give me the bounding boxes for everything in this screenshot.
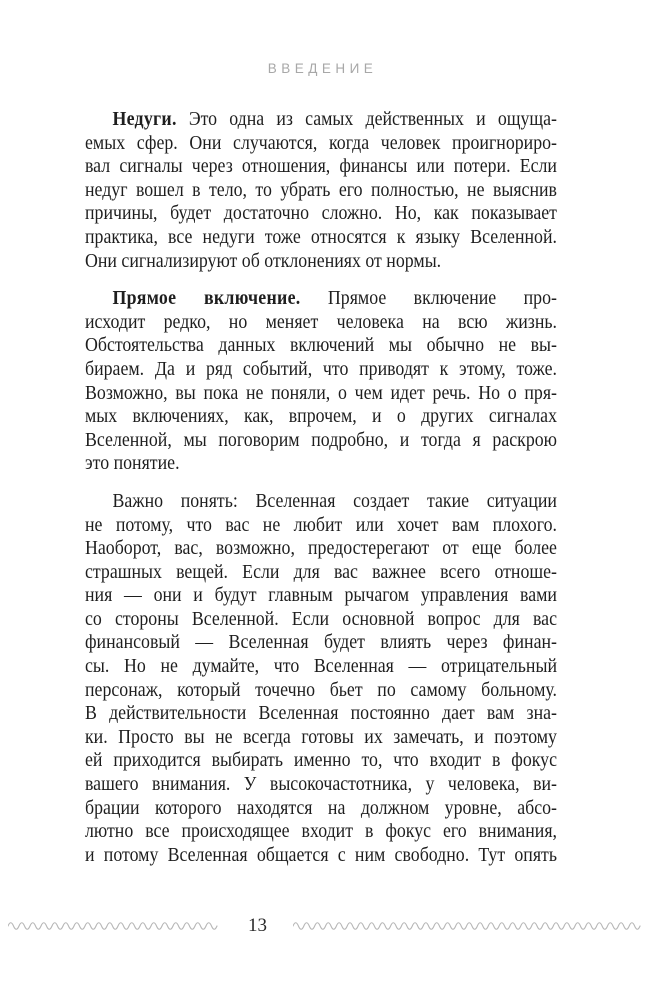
text-line: недуг вошел в тело, то убрать его полностью, не выяснив	[85, 179, 557, 201]
text-line: сы. Но не думайте, что Вселенная — отрицательный	[85, 656, 557, 678]
text-line: персонаж, который точечно бьет по самому больному.	[85, 679, 557, 701]
text-line: мых включениях, как, впрочем, и о других сигналах	[85, 406, 557, 428]
text-line: Обстоятельства данных включений мы обычно не вы-	[85, 335, 557, 357]
wavy-divider-right-icon	[293, 920, 643, 932]
text-line: и потому Вселенная общается с ним свободно. Тут опять	[85, 844, 557, 866]
text-line: практика, все недуги тоже относятся к языку Вселенной.	[85, 226, 557, 248]
text-line: емых сфер. Они случаются, когда человек проигнориро-	[85, 132, 557, 154]
chapter-title: ВВЕДЕНИЕ	[267, 61, 378, 76]
text-line: Прямое включение. Прямое включение про-	[112, 288, 557, 310]
text-line: Возможно, вы пока не поняли, о чем идет речь. Но о пря-	[85, 382, 557, 404]
text-line: исходит редко, но меняет человека на всю жизнь.	[85, 311, 557, 333]
text-line: Наоборот, вас, возможно, предостерегают от еще более	[85, 538, 557, 560]
wavy-divider-left-icon	[8, 920, 222, 932]
paragraph	[85, 490, 557, 868]
text-line: не потому, что вас не любит или хочет вам плохого.	[85, 514, 557, 536]
page-footer	[0, 911, 643, 941]
text-line: ки. Просто вы не всегда готовы их замечать, и поэтому	[85, 726, 557, 748]
text-line: со стороны Вселенной. Если основной вопрос для вас	[85, 608, 557, 630]
paragraph	[85, 287, 557, 476]
text-line: Недуги. Это одна из самых действенных и ощуща-	[112, 109, 557, 130]
text-line: ния — они и будут главным рычагом управления вами	[85, 585, 557, 607]
text-line: Вселенной, мы поговорим подробно, и тогда я раскрою	[85, 429, 557, 451]
text-line: Важно понять: Вселенная создает такие ситуации	[112, 490, 557, 512]
text-line: причины, будет достаточно сложно. Но, как показывает	[85, 203, 557, 225]
text-line: брации которого находятся на должном уровне, абсо-	[85, 797, 557, 819]
text-line: В действительности Вселенная постоянно дает вам зна-	[85, 703, 557, 725]
text-line: лютно все происходящее входит в фокус его внимания,	[85, 821, 557, 843]
text-line: бираем. Да и ряд событий, что приводят к этому, тоже.	[85, 358, 557, 380]
text-line: Они сигнализируют об отклонениях от нормы.	[85, 250, 442, 272]
paragraph-lead: Прямое включение.	[112, 288, 301, 310]
text-line: вал сигналы через отношения, финансы или потери. Если	[85, 156, 557, 178]
text-line: ей приходится выбирать именно то, что входит в фокус	[85, 750, 557, 772]
page-text	[85, 108, 557, 867]
text-line: это понятие.	[85, 453, 180, 475]
paragraph-lead: Недуги.	[112, 109, 177, 130]
text-line: страшных вещей. Если для вас важнее всего отноше-	[85, 561, 557, 583]
page-number: 13	[248, 915, 267, 936]
paragraph	[85, 108, 557, 273]
text-line: вашего внимания. У высокочастотника, у человека, ви-	[85, 774, 557, 796]
text-line: финансовый — Вселенная будет влиять через финан-	[85, 632, 557, 654]
